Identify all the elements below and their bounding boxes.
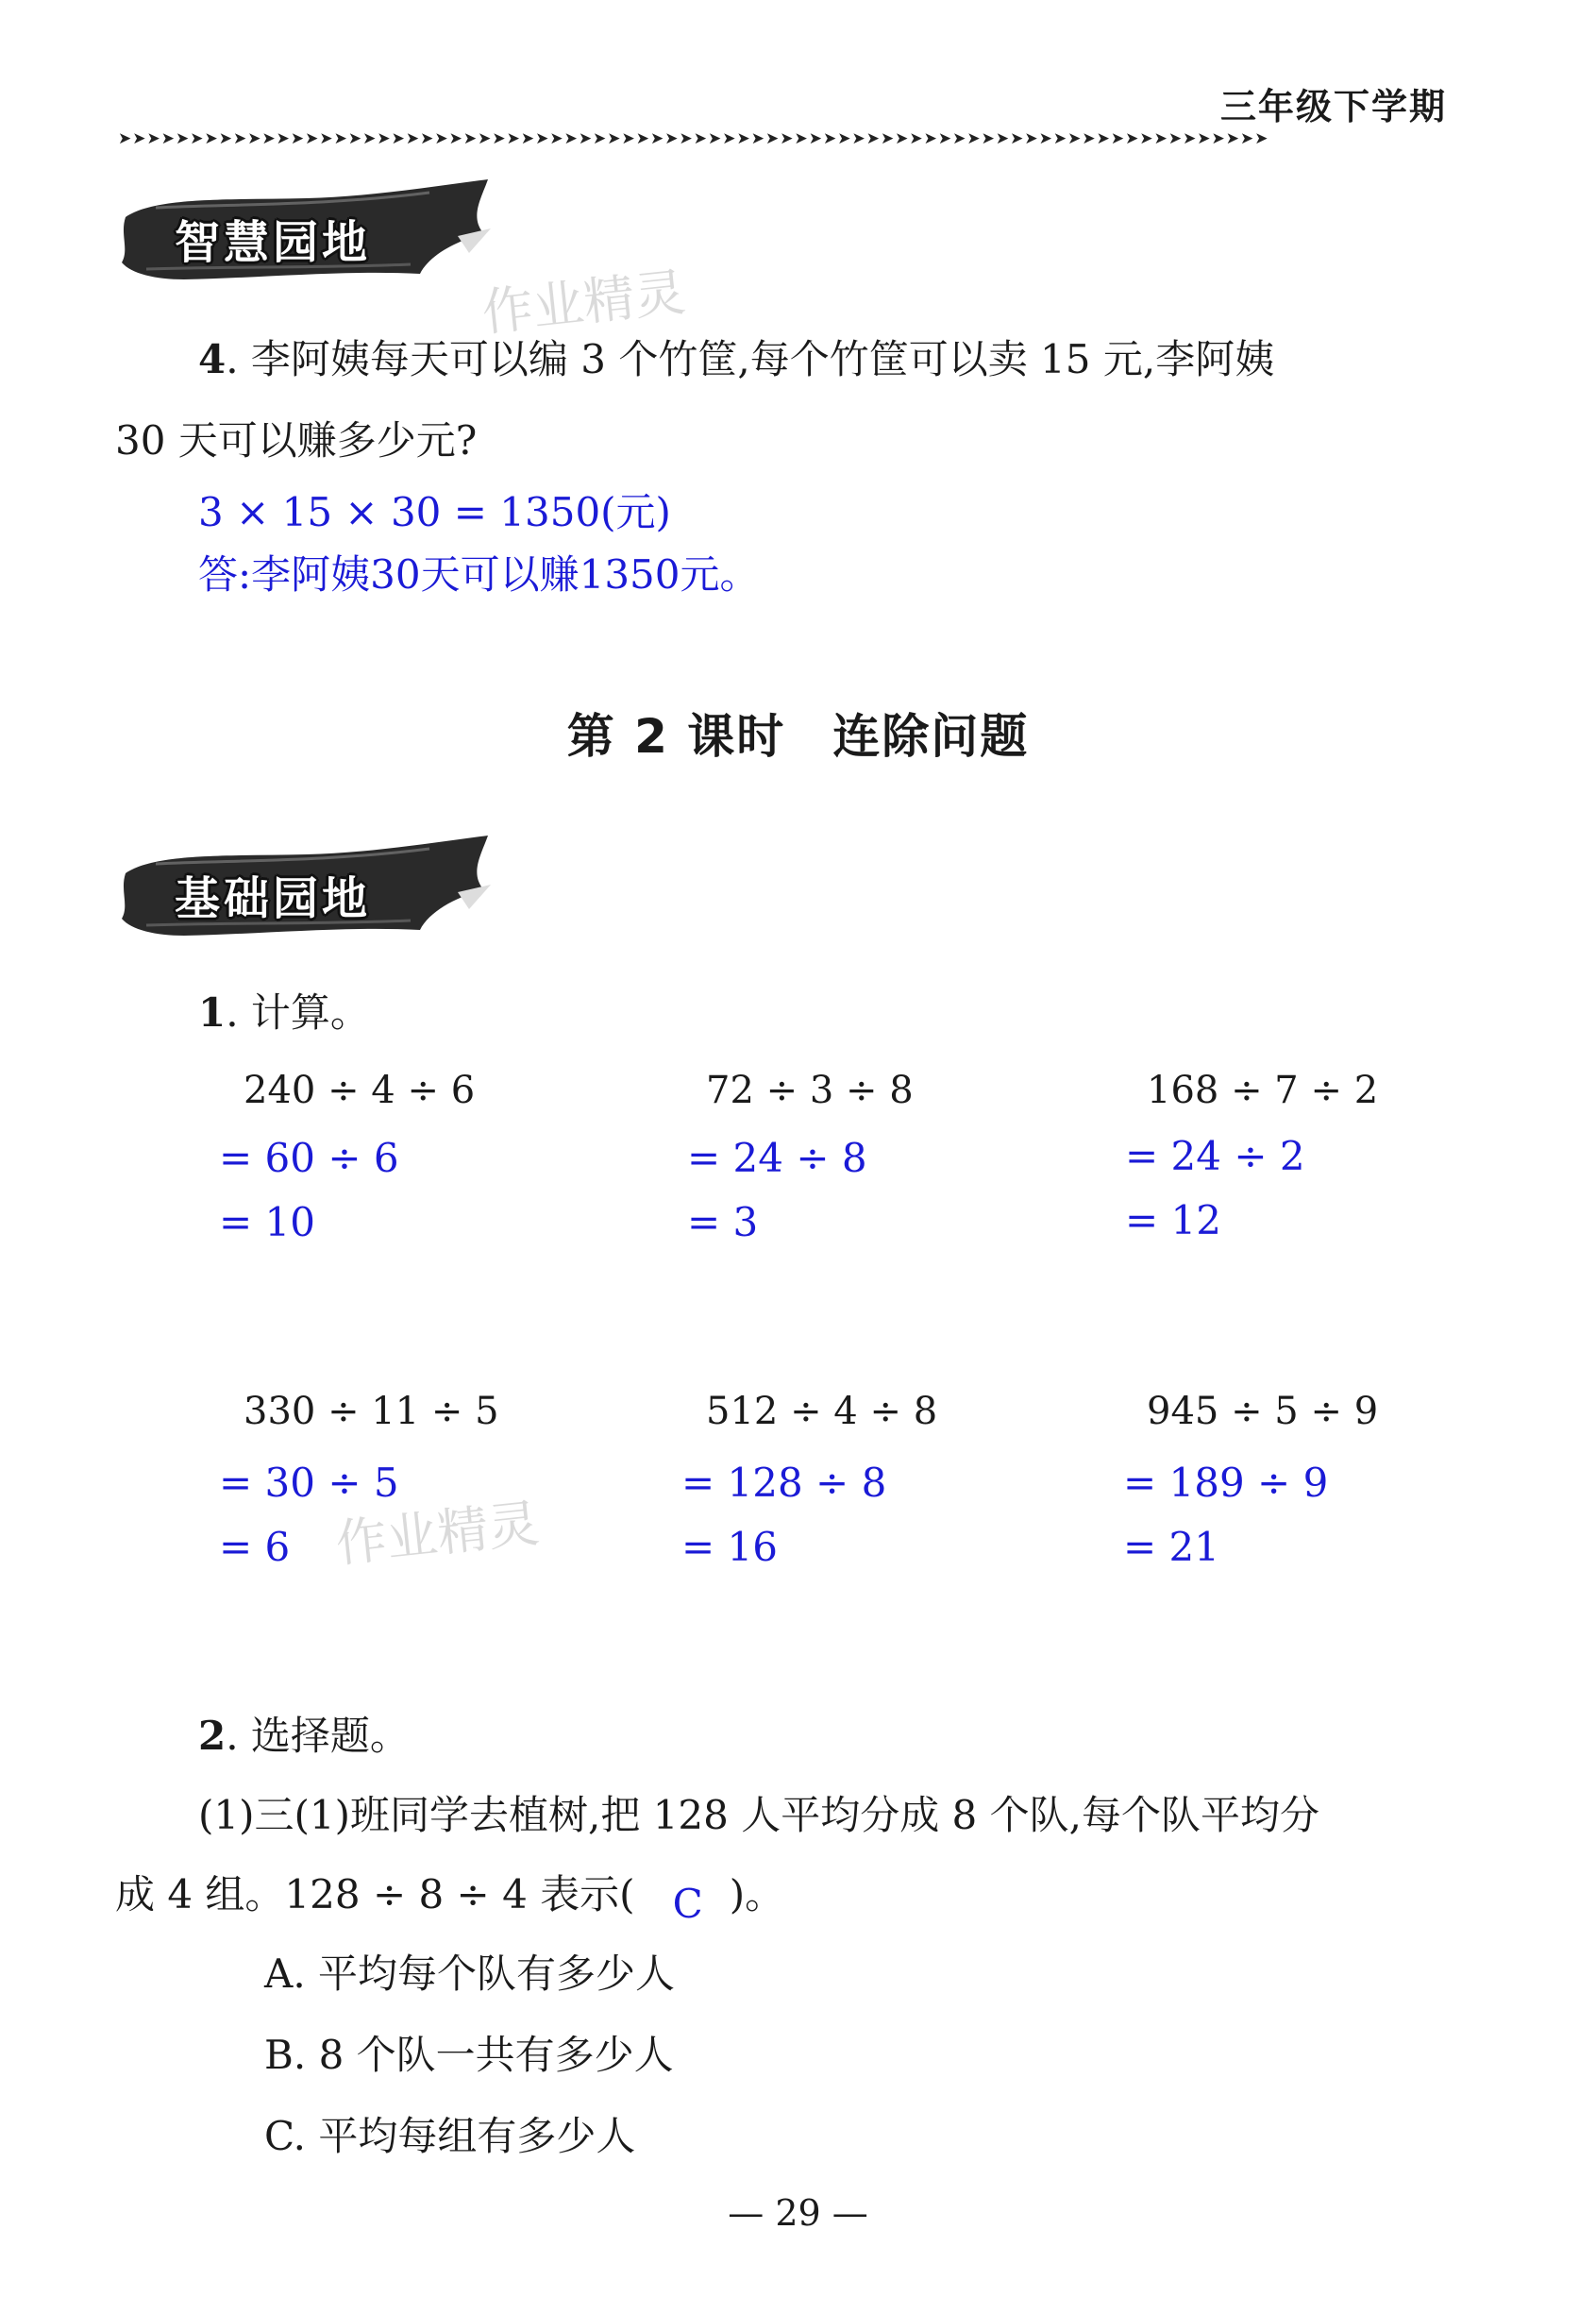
question-4-line1 [198, 336, 1275, 382]
calc-expression: 240 ÷ 4 ÷ 6 [244, 1069, 476, 1112]
question-number: 2 [198, 1713, 227, 1759]
calc-step: = 24 ÷ 8 [687, 1135, 867, 1181]
lesson-title [0, 699, 1596, 767]
wisdom-banner [118, 179, 496, 283]
calc-expression: 72 ÷ 3 ÷ 8 [706, 1069, 914, 1112]
calc-step: = 60 ÷ 6 [219, 1135, 399, 1181]
calc-expression: 168 ÷ 7 ÷ 2 [1147, 1069, 1379, 1112]
wisdom-banner-label: 智慧园地 [175, 216, 372, 269]
calc-expression: 330 ÷ 11 ÷ 5 [244, 1390, 499, 1433]
calc-step: = 189 ÷ 9 [1123, 1460, 1329, 1506]
calc-result: = 16 [681, 1524, 778, 1570]
calc-result: = 6 [219, 1524, 291, 1570]
option-b: B. 8 个队一共有多少人 [264, 2032, 674, 2078]
calc-expression: 512 ÷ 4 ÷ 8 [706, 1390, 938, 1433]
calc-result: = 21 [1123, 1524, 1219, 1570]
question-2-1-line2 [115, 1871, 785, 1927]
watermark: 作业精灵 [479, 262, 689, 344]
question-2-label [198, 1713, 410, 1759]
question-number: 1 [198, 989, 227, 1036]
header-divider: ➤➤➤➤➤➤➤➤➤➤➤➤➤➤➤➤➤➤➤➤➤➤➤➤➤➤➤➤➤➤➤➤➤➤➤➤➤➤➤➤➤➤➤➤➤➤➤➤➤➤➤➤➤➤➤➤➤➤➤➤➤➤➤➤➤➤➤➤➤➤➤➤➤➤➤➤➤➤➤➤ [118, 129, 1269, 148]
question-text: . 选择题。 [226, 1713, 410, 1759]
watermark: 作业精灵 [332, 1493, 543, 1575]
question-1-label [198, 989, 370, 1036]
lesson-topic: 连除问题 [832, 709, 1030, 764]
calc-result: = 10 [219, 1199, 315, 1245]
question-text: )。 [729, 1871, 785, 1917]
option-c: C. 平均每组有多少人 [264, 2113, 636, 2159]
question-4-line2: 30 天可以赚多少元? [115, 417, 478, 464]
basic-banner-label: 基础园地 [175, 872, 372, 925]
calc-step: = 128 ÷ 8 [681, 1460, 887, 1506]
question-text: . 李阿姨每天可以编 3 个竹筐,每个竹筐可以卖 15 元,李阿姨 [226, 336, 1275, 382]
answer-expression: 3 × 15 × 30 = 1350(元) [198, 489, 671, 535]
calc-step: = 24 ÷ 2 [1125, 1133, 1305, 1179]
basic-banner [118, 836, 496, 939]
calc-expression: 945 ÷ 5 ÷ 9 [1147, 1390, 1379, 1433]
question-number: 4 [198, 336, 227, 382]
answer-sentence: 答:李阿姨30天可以赚1350元。 [198, 551, 760, 598]
lesson-number: 第 2 课时 [566, 709, 786, 764]
page-number: — 29 — [728, 2192, 868, 2234]
question-text: 成 4 组。128 ÷ 8 ÷ 4 表示( [115, 1871, 635, 1917]
calc-result: = 3 [687, 1199, 759, 1245]
calc-step: = 30 ÷ 5 [219, 1460, 399, 1506]
grade-label: 三年级下学期 [1219, 85, 1447, 127]
choice-answer: C [672, 1881, 703, 1927]
option-a: A. 平均每个队有多少人 [264, 1951, 676, 1997]
question-2-1-line1: (1)三(1)班同学去植树,把 128 人平均分成 8 个队,每个队平均分 [198, 1792, 1319, 1838]
calc-result: = 12 [1125, 1197, 1221, 1243]
question-text: . 计算。 [226, 989, 370, 1036]
